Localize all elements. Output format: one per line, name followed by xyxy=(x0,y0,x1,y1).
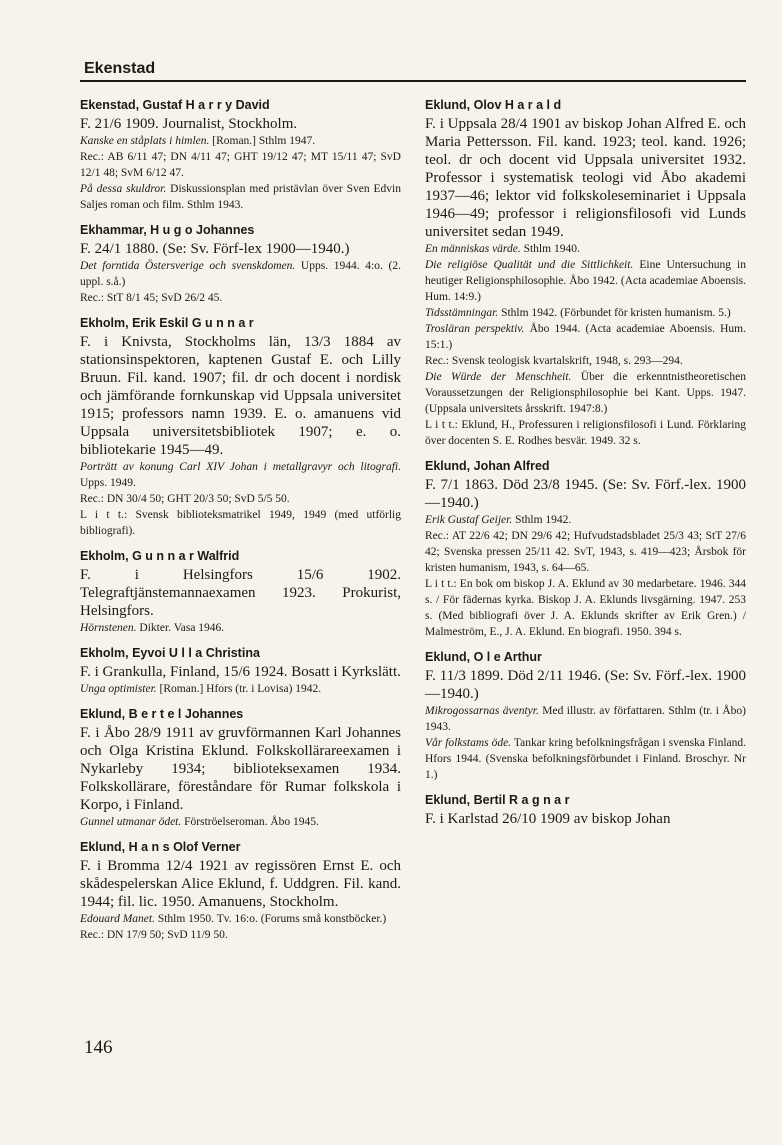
author-bio: F. 7/1 1863. Död 23/8 1945. (Se: Sv. Förf.-lex. 1900—1940.) xyxy=(425,477,746,511)
work-title: Tidsstämningar. xyxy=(425,307,499,319)
work-title: Hörnstenen. xyxy=(80,622,137,634)
work-title: En människas värde. xyxy=(425,243,521,255)
work-entry xyxy=(80,620,401,636)
author-entry xyxy=(80,645,401,697)
author-bio: F. 21/6 1909. Journalist, Stockholm. xyxy=(80,116,298,132)
author-bio: F. 11/3 1899. Död 2/11 1946. (Se: Sv. Förf.-lex. 1900—1940.) xyxy=(425,668,746,702)
author-name: Ekholm, G u n n a r Walfrid xyxy=(80,549,240,563)
author-entry xyxy=(80,548,401,636)
work-entry xyxy=(80,911,401,927)
work-entry xyxy=(80,814,401,830)
running-head: Ekenstad xyxy=(84,60,156,77)
work-title: Porträtt av konung Carl XIV Johan i metallgravyr och litografi. xyxy=(80,461,401,473)
author-entry xyxy=(425,649,746,783)
author-name: Eklund, Olov H a r a l d xyxy=(425,98,562,112)
reviews: Rec.: AT 22/6 42; DN 29/6 42; Hufvudstadsbladet 25/3 43; StT 27/6 42; Svenska pressen 25/11 42. SvT, 1943, s. 419—423; Årsbok för kristen humanism, 1943, s. 64—65. xyxy=(425,530,746,574)
author-entry xyxy=(80,222,401,306)
author-name: Eklund, Bertil R a g n a r xyxy=(425,793,570,807)
author-name: Eklund, O l e Arthur xyxy=(425,650,542,664)
author-bio: F. i Åbo 28/9 1911 av gruvförmannen Karl Johannes och Olga Kristina Eklund. Folkskollärareexamen i Nykarleby 1934; biblioteksexamen 1934. Folkskollärare, föreståndare för Rumar folkskola i Korpo, i Finland. xyxy=(80,725,401,813)
author-entry xyxy=(425,792,746,828)
work-details: Eine Untersuchung in heutiger Religionsphilosophie. Åbo 1942. (Acta academiae Aboensis. Hum. 14:9.) xyxy=(425,259,746,303)
work-details: Upps. 1944. 4:o. (2. uppl. s.å.) xyxy=(80,260,401,288)
work-title: Kanske en ståplats i himlen. xyxy=(80,135,210,147)
author-name: Ekhammar, H u g o Johannes xyxy=(80,223,255,237)
work-entry xyxy=(425,257,746,305)
work-entry xyxy=(80,258,401,290)
work-entry xyxy=(425,512,746,528)
reviews: Rec.: StT 8/1 45; SvD 26/2 45. xyxy=(80,292,223,304)
left-column xyxy=(80,97,401,952)
work-entry xyxy=(425,241,746,257)
author-entry xyxy=(425,458,746,640)
work-entry xyxy=(80,459,401,491)
right-column xyxy=(425,97,746,837)
page-number: 146 xyxy=(84,1037,113,1058)
author-entry xyxy=(80,97,401,213)
author-bio: F. i Uppsala 28/4 1901 av biskop Johan Alfred E. och Maria Pettersson. Fil. kand. 1923; teol. kand. 1926; teol. dr och docent vid Uppsala universitet 1932. Professor i systematisk teologi vid Åbo akademi 1937—46; lektor vid folkskoleseminariet i Uppsala 1946—49; professor i religionsfilosofi vid Lunds universitet sedan 1949. xyxy=(425,116,746,240)
work-title: Vår folkstams öde. xyxy=(425,737,512,749)
author-bio: F. i Bromma 12/4 1921 av regissören Ernst E. och skådespelerskan Alice Eklund, f. Uddgren. Fil. kand. 1944; fil. lic. 1950. Amanuens, Stockholm. xyxy=(80,858,401,910)
author-bio: F. i Grankulla, Finland, 15/6 1924. Bosatt i Kyrkslätt. xyxy=(80,664,401,680)
work-entry xyxy=(425,735,746,783)
work-details: [Roman.] Hfors (tr. i Lovisa) 1942. xyxy=(156,683,322,695)
work-details: Åbo 1944. (Acta academiae Aboensis. Hum. 15:1.) xyxy=(425,323,746,351)
author-name: Eklund, B e r t e l Johannes xyxy=(80,707,244,721)
header-rule xyxy=(80,80,746,82)
work-details: Sthlm 1942. xyxy=(512,514,572,526)
work-entry xyxy=(80,681,401,697)
work-title: Trosläran perspektiv. xyxy=(425,323,525,335)
work-details: Tankar kring befolkningsfrågan i svenska Finland. Hfors 1944. (Svenska befolkningsförbundet i Finland. Broschyr. Nr 1.) xyxy=(425,737,746,781)
author-bio: F. 24/1 1880. (Se: Sv. Förf-lex 1900—1940.) xyxy=(80,241,350,257)
reviews: Rec.: DN 17/9 50; SvD 11/9 50. xyxy=(80,929,228,941)
work-details: Über die erkenntnistheoretischen Voraussetzungen der Religionsphilosophie bei Kant. Upps. 1947. (Uppsala universitets årsskrift. 1947:8.) xyxy=(425,371,746,415)
work-entry xyxy=(80,181,401,213)
work-details: Med illustr. av författaren. Sthlm (tr. i Åbo) 1943. xyxy=(425,705,747,733)
work-title: Die religiöse Qualität und die Sittlichkeit. xyxy=(425,259,634,271)
work-details: Sthlm 1950. Tv. 16:o. (Forums små konstböcker.) xyxy=(154,913,387,925)
work-entry xyxy=(425,321,746,353)
work-title: Edouard Manet. xyxy=(80,913,155,925)
author-name: Eklund, Johan Alfred xyxy=(425,459,550,473)
literature: L i t t.: Svensk biblioteksmatrikel 1949, 1949 (med utförlig bibliografi). xyxy=(80,509,401,537)
work-entry xyxy=(425,703,746,735)
work-details: Dikter. Vasa 1946. xyxy=(136,622,225,634)
author-bio: F. i Knivsta, Stockholms län, 13/3 1884 av stationsinspektoren, kaptenen Gustaf E. och Lilly Bruun. Fil. kand. 1907; fil. dr och docent i nordisk och jämförande fornkunskap vid Uppsala universitet 1915; professors namn 1939. E. o. amanuens vid Uppsala universitetsbibliotek 1907; e. o. bibliotekarie 1945—49. xyxy=(80,334,401,458)
author-entry xyxy=(80,839,401,943)
work-title: Erik Gustaf Geijer. xyxy=(425,514,513,526)
author-entry xyxy=(80,706,401,830)
author-name: Ekenstad, Gustaf H a r r y David xyxy=(80,98,270,112)
work-details: Sthlm 1940. xyxy=(520,243,580,255)
work-details: Förströelseroman. Åbo 1945. xyxy=(181,816,319,828)
author-entry xyxy=(80,315,401,539)
author-entry xyxy=(425,97,746,449)
work-title: Die Würde der Menschheit. xyxy=(425,371,572,383)
author-name: Ekholm, Erik Eskil G u n n a r xyxy=(80,316,254,330)
work-title: Gunnel utmanar ödet. xyxy=(80,816,182,828)
work-title: Mikrogossarnas äventyr. xyxy=(425,705,539,717)
author-name: Eklund, H a n s Olof Verner xyxy=(80,840,241,854)
work-entry xyxy=(80,133,401,149)
author-bio: F. i Helsingfors 15/6 1902. Telegraftjänstemannaexamen 1923. Prokurist, Helsingfors. xyxy=(80,567,401,619)
literature: L i t t.: Eklund, H., Professuren i religionsfilosofi i Lund. Förklaring över docenten S. E. Rodhes besvär. 1949. 32 s. xyxy=(425,419,746,447)
reviews: Rec.: AB 6/11 47; DN 4/11 47; GHT 19/12 47; MT 15/11 47; SvD 12/1 48; SvM 6/12 47. xyxy=(80,151,401,179)
work-details: [Roman.] Sthlm 1947. xyxy=(209,135,316,147)
work-details: Upps. 1949. xyxy=(80,477,136,489)
literature: L i t t.: En bok om biskop J. A. Eklund av 30 medarbetare. 1946. 344 s. / För fädernas kyrka. Biskop J. A. Eklunds livsgärning. 1947. 253 s. (Med bibliografi över J. A. Eklunds skrifter av Erik Gren.) / Malmeström, E., J. A. Eklund. En biografi. 1950. 394 s. xyxy=(425,578,746,638)
reviews: Rec.: Svensk teologisk kvartalskrift, 1948, s. 293—294. xyxy=(425,355,683,367)
work-entry xyxy=(425,369,746,417)
work-entry xyxy=(425,305,746,321)
author-name: Ekholm, Eyvoi U l l a Christina xyxy=(80,646,260,660)
work-title: Unga optimister. xyxy=(80,683,157,695)
work-title: På dessa skuldror. xyxy=(80,183,167,195)
author-bio: F. i Karlstad 26/10 1909 av biskop Johan xyxy=(425,811,671,827)
work-title: Det forntida Östersverige och svenskdomen. xyxy=(80,260,296,272)
work-details: Sthlm 1942. (Förbundet för kristen humanism. 5.) xyxy=(498,307,731,319)
reviews: Rec.: DN 30/4 50; GHT 20/3 50; SvD 5/5 50. xyxy=(80,493,290,505)
work-details: Diskussionsplan med pristävlan över Sven Edvin Saljes roman och film. Sthlm 1943. xyxy=(80,183,401,211)
